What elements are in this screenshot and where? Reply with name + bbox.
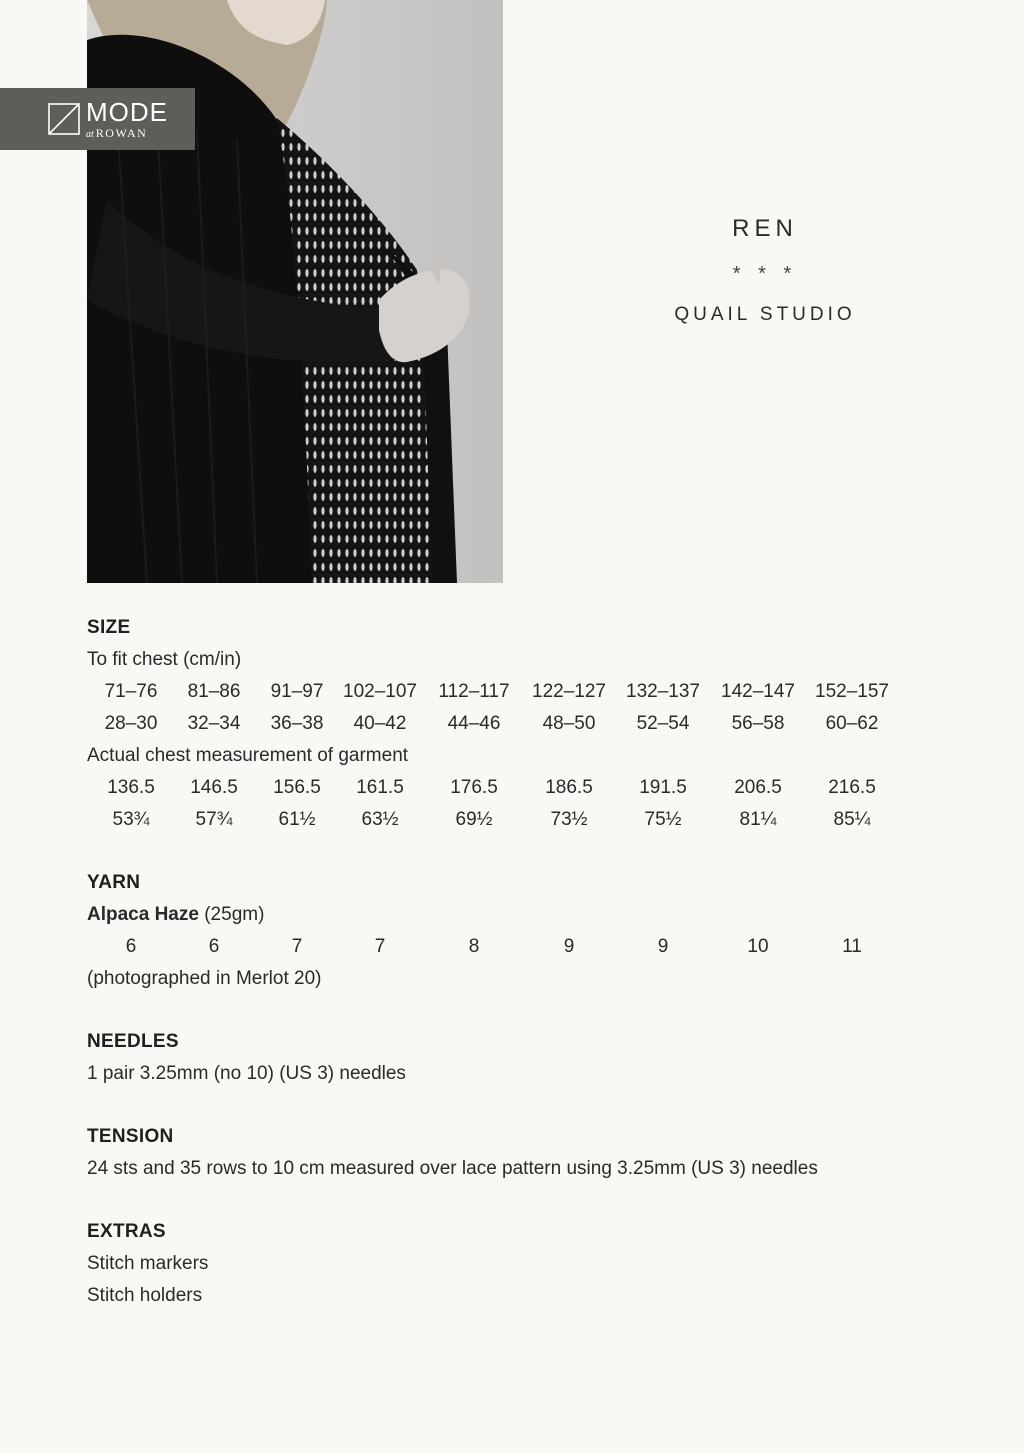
- needles-heading: NEEDLES: [87, 1031, 179, 1052]
- size-cell: 28–30: [104, 713, 158, 734]
- yarn-quantity: 6: [125, 936, 137, 957]
- design-title: REN: [732, 215, 798, 242]
- fit-chest-label: To fit chest (cm/in): [87, 649, 242, 670]
- size-cell: 152–157: [815, 681, 889, 702]
- yarn-weight: (25gm): [198, 904, 265, 925]
- size-cell: 57¾: [195, 809, 233, 830]
- actual-in-row: [87, 804, 947, 836]
- actual-cm-row: [87, 772, 947, 804]
- size-cell: 32–34: [187, 713, 241, 734]
- yarn-quantity-row: [87, 931, 947, 963]
- yarn-quantity: 9: [563, 936, 575, 957]
- size-cell: 216.5: [828, 777, 876, 798]
- size-cell: 132–137: [626, 681, 700, 702]
- yarn-quantity: 8: [468, 936, 480, 957]
- size-cell: 176.5: [450, 777, 498, 798]
- size-cell: 53¾: [112, 809, 150, 830]
- size-cell: 161.5: [356, 777, 404, 798]
- size-cell: 206.5: [734, 777, 782, 798]
- size-cell: 146.5: [190, 777, 238, 798]
- size-cell: 186.5: [545, 777, 593, 798]
- size-cell: 156.5: [273, 777, 321, 798]
- size-cell: 36–38: [270, 713, 324, 734]
- size-cell: 71–76: [104, 681, 158, 702]
- fit-in-row: [87, 708, 947, 740]
- size-cell: 40–42: [353, 713, 407, 734]
- size-heading: SIZE: [87, 617, 131, 638]
- size-cell: 122–127: [532, 681, 606, 702]
- size-cell: 60–62: [825, 713, 879, 734]
- tension-heading: TENSION: [87, 1126, 174, 1147]
- size-cell: 112–117: [438, 681, 510, 702]
- size-cell: 44–46: [447, 713, 501, 734]
- yarn-quantity: 9: [657, 936, 669, 957]
- size-cell: 142–147: [721, 681, 795, 702]
- actual-chest-label: Actual chest measurement of garment: [87, 745, 409, 766]
- extras-heading: EXTRAS: [87, 1221, 166, 1242]
- yarn-quantity: 10: [747, 936, 769, 957]
- size-cell: 63½: [361, 809, 399, 830]
- design-title-block: [620, 215, 910, 326]
- logo-sub-text: at ROWAN: [86, 125, 148, 140]
- size-cell: 61½: [278, 809, 316, 830]
- brand-logo: [0, 88, 195, 150]
- size-cell: 52–54: [636, 713, 690, 734]
- title-divider: * * *: [732, 263, 798, 285]
- size-cell: 69½: [455, 809, 493, 830]
- size-cell: 75½: [644, 809, 682, 830]
- yarn-name: Alpaca Haze: [87, 904, 199, 925]
- size-cell: 102–107: [343, 681, 417, 702]
- tension-text: 24 sts and 35 rows to 10 cm measured over lace pattern using 3.25mm (US 3) needles: [87, 1158, 818, 1179]
- size-cell: 73½: [550, 809, 588, 830]
- designer-name: QUAIL STUDIO: [674, 304, 856, 325]
- fit-cm-row: [87, 676, 947, 708]
- yarn-quantity: 7: [291, 936, 303, 957]
- yarn-quantity: 7: [374, 936, 386, 957]
- needles-text: 1 pair 3.25mm (no 10) (US 3) needles: [87, 1063, 406, 1084]
- extras-item: Stitch holders: [87, 1285, 203, 1306]
- pattern-details: [87, 612, 947, 1312]
- size-cell: 81¼: [739, 809, 777, 830]
- yarn-name-line: [87, 899, 947, 931]
- size-cell: 85¼: [833, 809, 871, 830]
- yarn-quantity: 6: [208, 936, 220, 957]
- logo-main-text: MODE: [86, 96, 168, 127]
- yarn-note: (photographed in Merlot 20): [87, 968, 322, 989]
- size-cell: 191.5: [639, 777, 687, 798]
- yarn-heading: YARN: [87, 872, 141, 893]
- size-cell: 48–50: [542, 713, 596, 734]
- yarn-quantity: 11: [842, 936, 862, 957]
- extras-item: Stitch markers: [87, 1253, 209, 1274]
- size-cell: 56–58: [731, 713, 785, 734]
- size-cell: 136.5: [107, 777, 155, 798]
- size-cell: 91–97: [270, 681, 324, 702]
- size-cell: 81–86: [187, 681, 241, 702]
- brand-mark-icon: [48, 103, 80, 135]
